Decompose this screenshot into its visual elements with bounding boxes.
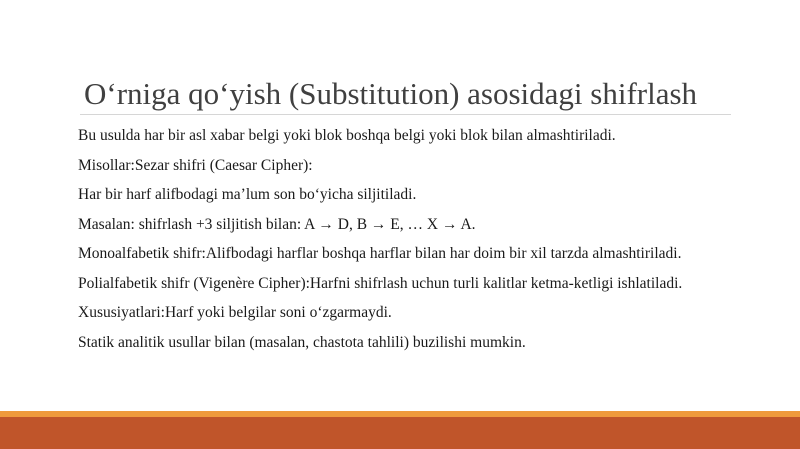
bullet-item-2: Misollar:Sezar shifri (Caesar Cipher): <box>78 156 313 174</box>
bullet-list <box>78 121 682 357</box>
bullet-item-3: Har bir harf alifbodagi ma’lum son bo‘yicha siljitiladi. <box>78 186 417 203</box>
bullet-item-7: Xususiyatlari:Harf yoki belgilar soni o‘zgarmaydi. <box>78 304 392 321</box>
title-divider <box>80 114 731 115</box>
bullet-item-6: Polialfabetik shifr (Vigenère Cipher):Harfni shifrlash uchun turli kalitlar ketma-ketligi ishlatiladi. <box>78 274 683 292</box>
bullet-item-8: Statik analitik usullar bilan (masalan, chastota tahlili) buzilishi mumkin. <box>78 333 526 351</box>
bullet-item-5: Monoalfabetik shifr:Alifbodagi harflar boshqa harflar bilan har doim bir xil tarzda almashtiriladi. <box>78 245 682 262</box>
bullet-item-1: Bu usulda har bir asl xabar belgi yoki blok boshqa belgi yoki blok bilan almashtiriladi. <box>78 127 616 144</box>
bullet-item-4: Masalan: shifrlash +3 siljitish bilan: A → D, B → E, … X → A. <box>78 215 476 233</box>
footer-bar <box>0 417 800 449</box>
slide-title: O‘rniga qo‘yish (Substitution) asosidagi shifrlash <box>84 76 698 111</box>
